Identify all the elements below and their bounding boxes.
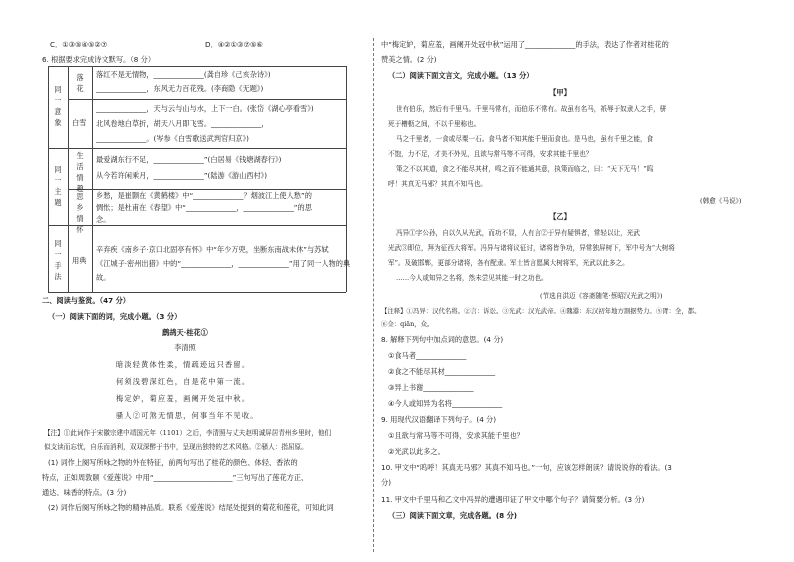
table-line: ______________。(岑参《白雪歌送武判官归京》) (96, 134, 249, 143)
table-line: 落红不是无情物，______________(龚自珍《己亥杂诗》) (96, 70, 271, 79)
question-2: (2) 词作后阕写所咏之物的精神品质。联系《爱莲说》结尾处提到的菊花和莲花，可知此词 (48, 503, 334, 512)
column-divider (373, 38, 374, 552)
passage-yi-line: 冯异①字公孙，自以久从光武，而功不显，人有言②于异有疑惧者，常轻以让，光武 (396, 229, 640, 237)
cat-label: 用典 (72, 256, 87, 265)
group-label-theme: 同一主题 (54, 165, 62, 207)
passage-jia-line: 呼！其真无马邪？其真不知马也。 (388, 180, 487, 188)
question-9-item: ①且欲与常马等不可得，安求其能千里也？ (388, 431, 524, 440)
table-line: 从今若许闲乘月，______________”(陆游《游山西村》) (96, 171, 268, 180)
passage-jia-line: 不饱，力不足，才美不外见，且欲与常马等不可得，安求其能千里也？ (388, 150, 593, 158)
option-d: D．④②①③⑦⑤⑥ (205, 40, 263, 49)
poem-line: 骚人②可煞无情思，何事当年不见收。 (116, 411, 259, 420)
poem-note: 似支读而忘忧，自乐而消利，双双深醉于书中，呈现出独特的艺术风格。②骚人：指屈原。 (44, 443, 308, 451)
question-8-item: ④今人或知异为名将______________ (388, 399, 503, 408)
q2-continued: 中“梅定妒，菊应羞，画阑开处冠中秋”运用了______________的手法，表达了作者对桂花的 (381, 40, 669, 49)
question-1: 特点，正如周敦颐《爱莲说》中用“______________________”三句写出了莲花方正、 (42, 473, 309, 482)
passage-yi-source: (节选自洪迈《容斋随笔·蔡昭汉光武之明》) (540, 292, 663, 300)
table-line: 《江城子·密州出猎》中的“______________，______________”用了同一人物的典 (96, 259, 351, 268)
table-line: 故。 (96, 273, 111, 282)
passage-yi-line: 光武③即位，拜为征西大将军。冯异与诸将议征讨，诸将皆争功，异常独屏树下，军中号为“大树将 (388, 244, 675, 252)
group-label-image: 同一意象 (54, 85, 62, 127)
table-line: 念。 (96, 215, 111, 224)
poem-title: 鹧鸪天·桂花① (162, 328, 208, 337)
table-line: 乡愁，是崔颢在《黄鹤楼》中“______________？烟波江上使人愁”的 (96, 191, 312, 200)
question-1: 通达、味香的特点。(3 分) (42, 488, 127, 497)
option-c: C．①③⑤④⑤②⑦ (50, 40, 108, 49)
part-1-title: （一）阅读下面的词，完成小题。（3 分） (48, 312, 182, 321)
cat-label: 落花 (76, 73, 84, 93)
passage-yi-note: 【注释】①冯异：汉代名将。②言：诉讼。③光武：汉光武帝。④隗嚣：东汉初年地方割据势力。⑤胥：全，都。 (381, 307, 701, 315)
section-2-title: 二、阅读与鉴赏。（47 分） (42, 296, 130, 305)
poem-line: 暗淡轻黄体性柔，情疏迹远只香留。 (116, 360, 251, 369)
group-label-technique: 同一手法 (54, 239, 62, 281)
question-8-item: ①食马者______________ (388, 351, 467, 360)
question-8: 8. 解释下列句中加点词的意思。(4 分) (381, 335, 504, 344)
cat-label: 生活情趣 (76, 151, 84, 193)
table-line: ______________，天与云与山与水，上下一白。(张岱《湖心亭看雪》) (96, 104, 314, 113)
passage-yi-label: 【乙】 (549, 212, 571, 221)
question-1: (1) 词作上阕写所咏之物的外在特征，前两句写出了桂花的颜色、体轻、香浓的 (48, 458, 298, 467)
passage-yi-note: ⑥佥：qiān，众。 (381, 320, 434, 328)
table-line: 北风卷地白草折，胡天八月即飞雪。______________， (96, 119, 269, 128)
part-3-title: （三）阅读下面文章，完成各题。(8 分) (388, 511, 518, 520)
passage-jia-source: (韩愈《马说》) (700, 197, 742, 205)
q6-stem: 6. 根据要求完成诗文默写。（8 分） (42, 55, 156, 64)
poem-note: 【注】①此词作于宋徽宗建中靖国元年（1101）之后，李清照与丈夫赵明诚屏居青州乡里时，他们 (44, 429, 332, 437)
table-line: 惆怅；是杜甫在《春望》中“______________，______________”的思 (96, 203, 312, 212)
part-2-title: （二）阅读下面文言文，完成小题。（13 分） (388, 71, 534, 80)
question-11: 11. 甲文中千里马和乙文中冯异的遭遇印证了甲文中哪个句子？请简要分析。(3 分) (381, 495, 645, 504)
cat-label: 思乡情怀 (76, 192, 84, 234)
passage-jia-label: 【甲】 (549, 88, 571, 97)
poem-line: 何须浅碧深红色，自是花中第一流。 (116, 377, 251, 386)
passage-yi-line: ……今人或知异之名将，然未尝见其能一时之功也。 (396, 274, 548, 282)
question-8-item: ③异上书谢______________ (388, 383, 474, 392)
question-9-item: ②光武以此多之。 (388, 447, 445, 456)
cat-label: 白雪 (72, 118, 87, 127)
table-line: 辛弃疾《南乡子·京口北固亭有怀》中“年少万兜，坐断东南战未休”与苏轼 (96, 245, 329, 254)
poem-line: 梅定妒，菊应羞，画阑开处冠中秋。 (116, 394, 251, 403)
poem-author: 李清照 (174, 343, 196, 352)
question-9: 9. 用现代汉语翻译下列句子。(4 分) (381, 415, 497, 424)
table-line: ______________，东风无力百花残。(李商隐《无题》) (96, 84, 264, 93)
passage-jia-line: 死于槽枥之间，不以千里称也。 (388, 120, 481, 128)
question-10: 分) (381, 478, 391, 487)
question-8-item: ②食之不能尽其材______________ (388, 367, 496, 376)
passage-yi-line: 军”。及破邯郸，更部分诸将，各有配隶。军士皆言愿属大树将军，光武以此多之。 (388, 259, 629, 267)
q2-continued: 赞美之情。(2 分) (381, 55, 437, 64)
passage-jia-line: 策之不以其道，食之不能尽其材，鸣之而不能通其意，执策而临之，曰：“天下无马！”呜 (396, 165, 654, 173)
passage-jia-line: 马之千里者，一食或尽粟一石。食马者不知其能千里而食也。是马也，虽有千里之能，食 (396, 135, 654, 143)
passage-jia-line: 世有伯乐，然后有千里马。千里马常有，而伯乐不常有。故虽有名马，祇辱于奴隶人之手，骈 (396, 105, 667, 113)
question-10: 10. 甲文中“呜呼！其真无马邪？其真不知马也。”一句，应该怎样朗读？请说说你的看法。(3 (381, 463, 672, 472)
table-line: 最爱湖东行不足，______________”(白居易《钱塘湖春行》) (96, 155, 282, 164)
